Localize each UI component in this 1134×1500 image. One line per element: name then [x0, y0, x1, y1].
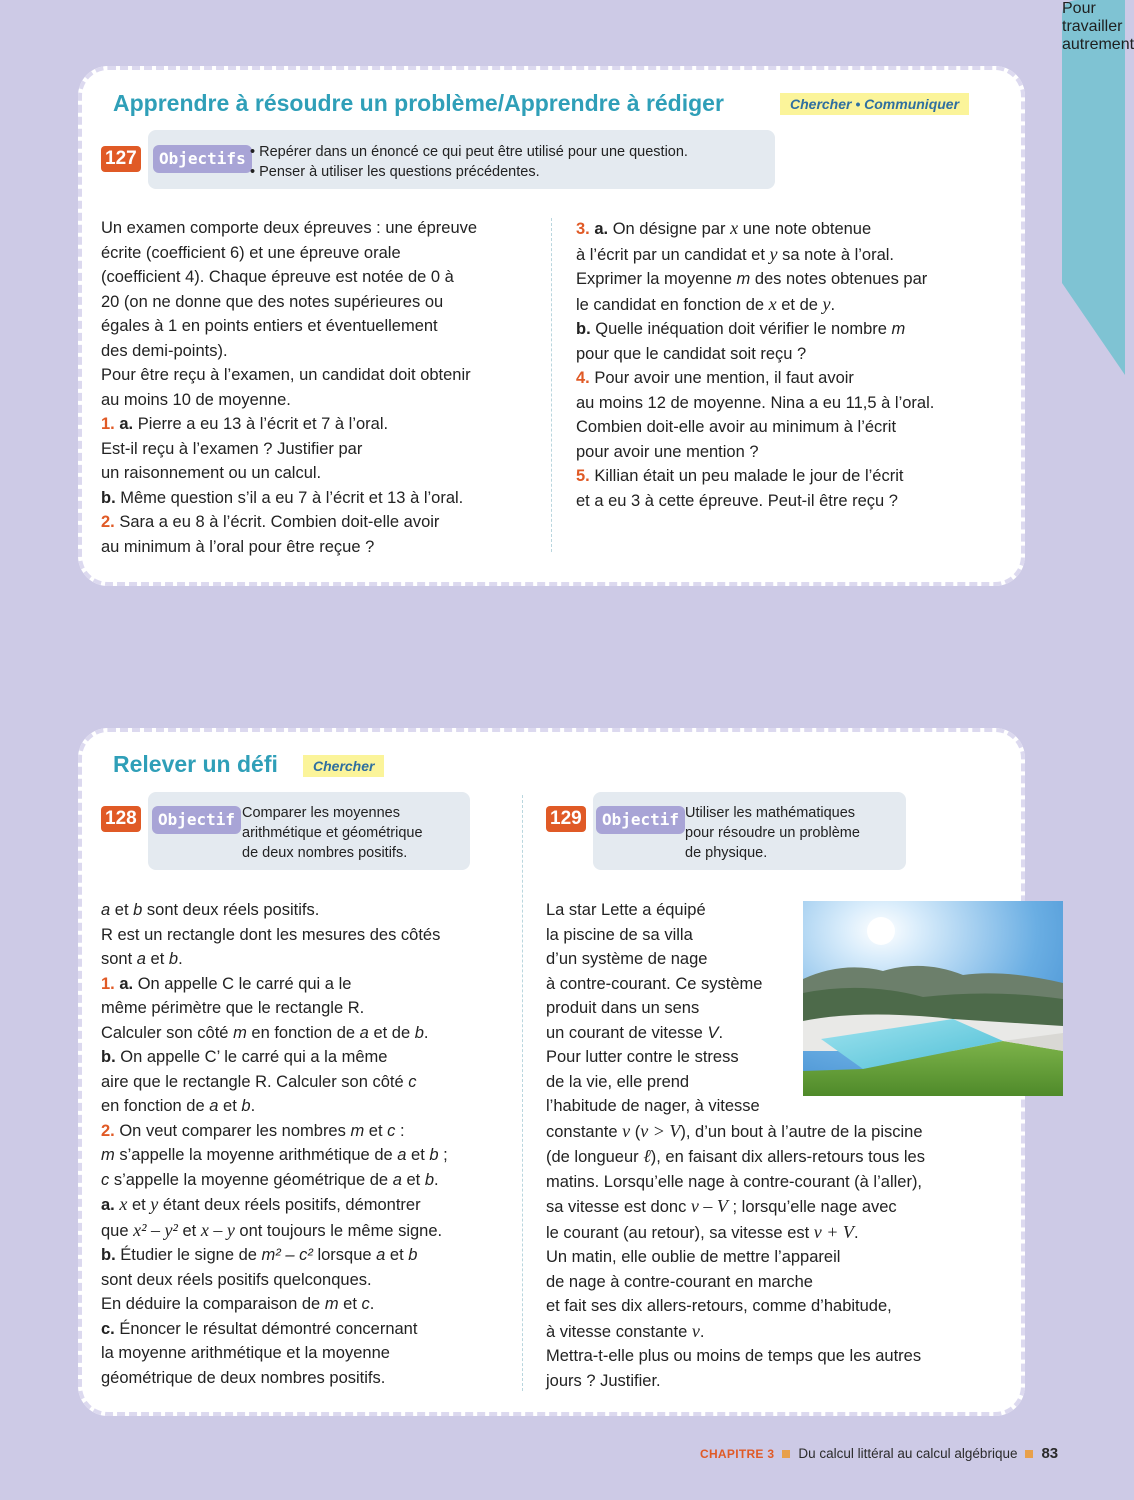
- text-span: Sara a eu 8 à l’écrit. Combien doit-elle avoir: [114, 513, 440, 531]
- question-4: [576, 366, 934, 391]
- question-number: 4.: [576, 369, 590, 387]
- text-line: [546, 1144, 925, 1170]
- objective-line: Utiliser les mathématiques: [685, 805, 856, 821]
- text-span: .: [830, 295, 836, 314]
- text-span: .: [699, 1322, 705, 1341]
- math-expr: m² – c²: [261, 1246, 313, 1264]
- question-number: 2.: [101, 513, 115, 531]
- text-line: Pour lutter contre le stress: [546, 1048, 739, 1066]
- footer-square-icon: [782, 1450, 790, 1458]
- text-line: Combien doit-elle avoir au minimum à l’écrit: [576, 418, 897, 436]
- objective-line: de deux nombres positifs.: [242, 845, 408, 861]
- text-span: Pour avoir une mention, il faut avoir: [589, 369, 854, 387]
- text-span: :: [395, 1121, 405, 1140]
- text-span: .: [178, 950, 183, 968]
- text-line: [101, 1021, 448, 1046]
- text-line: [101, 1070, 448, 1095]
- question-2b: [101, 1243, 448, 1268]
- text-span: aire que le rectangle R. Calculer son côté: [101, 1072, 409, 1091]
- objective-line: pour résoudre un problème: [685, 825, 860, 841]
- page-footer: [700, 1445, 1058, 1462]
- text-span: et: [145, 950, 169, 968]
- text-line: au moins 12 de moyenne. Nina a eu 11,5 à l’oral.: [576, 393, 935, 412]
- text-line: de nage à contre-courant en marche: [546, 1272, 813, 1291]
- math-var: m: [233, 1023, 247, 1042]
- text-span: le candidat en fonction de: [576, 295, 769, 314]
- text-line: jours ? Justifier.: [546, 1371, 661, 1390]
- footer-square-icon: [1025, 1450, 1033, 1458]
- math-expr: v > V: [640, 1120, 681, 1141]
- objective-text-128: [242, 803, 423, 863]
- text-line: La star Lette a équipé: [546, 901, 706, 919]
- text-span: s’appelle la moyenne arithmétique de: [114, 1146, 398, 1164]
- text-span: On désigne par: [608, 220, 731, 238]
- text-line: Un matin, elle oublie de mettre l’appareil: [546, 1248, 841, 1266]
- text-span: lorsque: [312, 1246, 377, 1264]
- text-line: à contre-courant. Ce système: [546, 974, 763, 993]
- text-span: constante: [546, 1122, 623, 1141]
- math-var: b: [424, 1170, 434, 1189]
- text-line: [576, 292, 934, 318]
- text-span: à l’écrit par un candidat et: [576, 245, 770, 264]
- text-span: Énoncer le résultat démontré concernant: [114, 1319, 418, 1338]
- text-span: et de: [368, 1023, 415, 1042]
- section2-title: Relever un défi: [113, 751, 278, 777]
- text-span: ; lorsqu’elle nage avec: [727, 1198, 897, 1216]
- text-line: Pour être reçu à l’examen, un candidat doit obtenir: [101, 366, 471, 384]
- text-span: .: [423, 1023, 429, 1042]
- text-line: des demi-points).: [101, 341, 228, 360]
- question-1b: [101, 486, 477, 511]
- text-span: en fonction de: [246, 1023, 360, 1042]
- exercise-128-body: [101, 898, 448, 1390]
- math-var: x: [768, 293, 777, 314]
- text-span: ;: [438, 1146, 448, 1164]
- text-span: sont: [101, 950, 137, 968]
- text-line: la moyenne arithmétique et la moyenne: [101, 1344, 390, 1362]
- text-line: un raisonnement ou un calcul.: [101, 464, 322, 482]
- text-span: que: [101, 1221, 134, 1240]
- text-span: .: [434, 1170, 439, 1189]
- question-2a: [101, 1192, 448, 1218]
- text-line: [101, 1168, 448, 1193]
- text-line: 20 (on ne donne que des notes supérieures ou: [101, 292, 444, 311]
- math-var: c: [101, 1170, 110, 1189]
- math-var: b: [429, 1146, 439, 1164]
- math-var: v: [691, 1320, 700, 1341]
- text-span: à vitesse constante: [546, 1322, 692, 1341]
- text-line: [101, 1094, 448, 1119]
- text-line: géométrique de deux nombres positifs.: [101, 1368, 386, 1387]
- math-var: a: [392, 1170, 402, 1189]
- text-span: .: [718, 1023, 724, 1042]
- text-span: et: [218, 1097, 242, 1115]
- math-var: x: [730, 218, 739, 238]
- objective-item: • Repérer dans un énoncé ce qui peut être utilisé pour une question.: [250, 144, 688, 160]
- question-5: [576, 464, 934, 489]
- objectives-text-127: [250, 142, 688, 182]
- footer-chapter-title: Du calcul littéral au calcul algébrique: [798, 1446, 1018, 1461]
- objective-item: • Penser à utiliser les questions précédentes.: [250, 164, 540, 180]
- text-span: en fonction de: [101, 1097, 210, 1115]
- question-1b: [101, 1045, 448, 1070]
- math-var: y: [822, 293, 831, 314]
- math-var: y: [150, 1194, 159, 1214]
- math-var: v: [622, 1120, 631, 1141]
- text-line: écrite (coefficient 6) et une épreuve orale: [101, 243, 401, 262]
- text-span: .: [369, 1295, 375, 1313]
- section2-tag: Chercher: [303, 755, 384, 777]
- text-span: une note obtenue: [738, 220, 872, 238]
- text-line: Mettra-t-elle plus ou moins de temps que les autres: [546, 1347, 922, 1365]
- text-line: [101, 1143, 448, 1168]
- text-line: Est-il reçu à l’examen ? Justifier par: [101, 439, 363, 458]
- subquestion-letter: b.: [101, 1048, 116, 1066]
- text-span: étant deux réels positifs, démontrer: [158, 1196, 421, 1214]
- text-span: et: [406, 1146, 430, 1164]
- exercise-127-right-column: [576, 216, 934, 513]
- text-line: et a eu 3 à cette épreuve. Peut-il être reçu ?: [576, 491, 898, 510]
- text-line: au minimum à l’oral pour être reçue ?: [101, 537, 375, 556]
- text-line: (coefficient 4). Chaque épreuve est notée de 0 à: [101, 268, 454, 286]
- text-line: l’habitude de nager, à vitesse: [546, 1097, 760, 1115]
- objective-label-129: Objectif: [596, 806, 685, 834]
- section1-title: Apprendre à résoudre un problème/Apprendre à rédiger: [113, 90, 724, 116]
- math-var: m: [324, 1295, 339, 1313]
- math-var: x: [119, 1194, 128, 1214]
- math-var: a: [136, 950, 146, 968]
- math-expr: v + V: [813, 1221, 854, 1242]
- exercise-127-left-column: [101, 216, 477, 559]
- text-span: ), d’un bout à l’autre de la piscine: [680, 1122, 923, 1141]
- text-span: ont toujours le même signe.: [234, 1221, 443, 1240]
- math-var: a: [376, 1246, 386, 1264]
- math-var: b: [408, 1246, 418, 1264]
- text-span: On appelle C’ le carré qui a la même: [115, 1048, 388, 1066]
- subquestion-letter: b.: [101, 1246, 116, 1264]
- text-span: .: [250, 1097, 256, 1115]
- question-number: 2.: [101, 1121, 115, 1140]
- subquestion-letter: a.: [101, 1196, 115, 1214]
- math-expr: v – V: [690, 1196, 728, 1216]
- text-line: [101, 1292, 448, 1317]
- text-line: égales à 1 en points entiers et éventuellement: [101, 317, 438, 335]
- math-var: ℓ: [643, 1146, 651, 1166]
- text-span: On veut comparer les nombres: [114, 1121, 351, 1140]
- text-span: et: [177, 1221, 201, 1240]
- text-line: même périmètre que le rectangle R.: [101, 999, 365, 1017]
- text-span: s’appelle la moyenne géométrique de: [109, 1170, 393, 1189]
- objective-line: Comparer les moyennes: [242, 805, 400, 821]
- text-span: Calculer son côté: [101, 1023, 234, 1042]
- text-span: et: [110, 901, 134, 919]
- text-span: Exprimer la moyenne: [576, 270, 737, 288]
- text-span: et de: [776, 295, 823, 314]
- text-line: matins. Lorsqu’elle nage à contre-courant (à l’aller),: [546, 1172, 923, 1191]
- text-span: et: [364, 1121, 388, 1140]
- text-span: On appelle C le carré qui a le: [133, 974, 352, 993]
- math-var: c: [408, 1072, 417, 1091]
- math-var: m: [350, 1121, 365, 1140]
- text-line: [101, 947, 448, 972]
- column-divider: [551, 218, 552, 552]
- math-var: c: [387, 1121, 396, 1140]
- math-var: b: [168, 950, 179, 968]
- text-span: Même question s’il a eu 7 à l’écrit et 13 à l’oral.: [115, 488, 464, 507]
- question-3a: [576, 216, 934, 242]
- text-span: et: [338, 1295, 362, 1313]
- text-span: sa note à l’oral.: [777, 245, 895, 264]
- footer-chapter: CHAPITRE 3: [700, 1446, 775, 1461]
- exercise-number-128: 128: [101, 806, 141, 832]
- text-line: [546, 1119, 925, 1145]
- question-number: 1.: [101, 415, 115, 433]
- side-tab-label: Pour travailler autrement: [1062, 0, 1134, 53]
- question-number: 3.: [576, 220, 590, 238]
- math-var: b: [241, 1097, 251, 1115]
- subquestion-letter: a.: [119, 974, 134, 993]
- text-span: des notes obtenues par: [750, 270, 928, 288]
- text-span: Killian était un peu malade le jour de l’écrit: [589, 467, 904, 485]
- subquestion-letter: b.: [101, 488, 116, 507]
- text-span: sa vitesse est donc: [546, 1198, 691, 1216]
- question-2c: [101, 1317, 448, 1342]
- text-span: En déduire la comparaison de: [101, 1295, 325, 1313]
- text-span: Quelle inéquation doit vérifier le nombre: [590, 320, 892, 338]
- text-span: ), en faisant dix allers-retours tous les: [650, 1148, 925, 1166]
- math-var: b: [133, 901, 143, 919]
- text-line: produit dans un sens: [546, 999, 700, 1017]
- page-number: 83: [1041, 1445, 1059, 1462]
- math-expr: x² – y²: [133, 1219, 178, 1240]
- question-1a: [101, 412, 477, 437]
- text-line: R est un rectangle dont les mesures des côtés: [101, 925, 441, 944]
- math-var: c: [361, 1295, 370, 1313]
- text-span: sont deux réels positifs.: [142, 901, 320, 919]
- text-span: et: [401, 1170, 425, 1189]
- question-1a: [101, 972, 448, 997]
- math-var: a: [397, 1146, 407, 1164]
- text-line: Un examen comporte deux épreuves : une épreuve: [101, 219, 478, 237]
- question-2: [101, 1119, 448, 1144]
- text-span: Étudier le signe de: [115, 1246, 262, 1264]
- text-line: au moins 10 de moyenne.: [101, 390, 291, 409]
- text-line: et fait ses dix allers-retours, comme d’habitude,: [546, 1297, 892, 1315]
- objectives-label-127: Objectifs: [153, 145, 252, 173]
- math-var: a: [101, 901, 111, 919]
- objective-label-128: Objectif: [152, 806, 241, 834]
- text-span: un courant de vitesse: [546, 1023, 708, 1042]
- math-var: a: [359, 1023, 369, 1042]
- text-line: [576, 242, 934, 268]
- math-expr: x – y: [200, 1219, 235, 1240]
- math-var: m: [891, 320, 906, 338]
- text-line: [101, 898, 448, 923]
- text-span: et: [127, 1196, 151, 1214]
- math-var: y: [769, 243, 778, 264]
- math-var: V: [707, 1023, 719, 1042]
- pool-photo: [803, 901, 1063, 1096]
- question-number: 5.: [576, 467, 590, 485]
- text-line: [576, 267, 934, 292]
- objective-line: de physique.: [685, 845, 768, 861]
- text-line: d’un système de nage: [546, 950, 708, 968]
- question-number: 1.: [101, 974, 115, 993]
- text-span: (de longueur: [546, 1148, 644, 1166]
- text-line: [546, 1194, 925, 1220]
- question-2: [101, 510, 477, 535]
- subquestion-letter: b.: [576, 320, 591, 338]
- exercise-number-127: 127: [101, 146, 141, 172]
- text-line: sont deux réels positifs quelconques.: [101, 1270, 372, 1289]
- text-span: (: [630, 1122, 641, 1141]
- question-3b: [576, 317, 934, 342]
- text-line: [546, 1220, 925, 1246]
- text-line: pour que le candidat soit reçu ?: [576, 344, 807, 363]
- text-line: de la vie, elle prend: [546, 1072, 690, 1091]
- objective-text-129: [685, 803, 860, 863]
- text-line: pour avoir une mention ?: [576, 442, 759, 461]
- math-var: a: [209, 1097, 219, 1115]
- column-divider: [522, 795, 523, 1391]
- math-var: m: [736, 270, 751, 288]
- text-line: [101, 1218, 448, 1244]
- objective-line: arithmétique et géométrique: [242, 825, 423, 841]
- text-span: et: [385, 1246, 409, 1264]
- subquestion-letter: a.: [119, 415, 134, 433]
- exercise-number-129: 129: [546, 806, 586, 832]
- subquestion-letter: a.: [594, 220, 609, 238]
- subquestion-letter: c.: [101, 1319, 115, 1338]
- text-line: la piscine de sa villa: [546, 925, 693, 944]
- section1-tag: Chercher • Communiquer: [780, 93, 969, 115]
- text-span: le courant (au retour), sa vitesse est: [546, 1223, 814, 1242]
- pool-photo-image: [803, 901, 1063, 1096]
- text-line: [546, 1319, 925, 1345]
- math-var: m: [101, 1146, 115, 1164]
- text-span: Pierre a eu 13 à l’écrit et 7 à l’oral.: [133, 415, 389, 433]
- text-span: .: [853, 1223, 859, 1242]
- math-var: b: [414, 1023, 424, 1042]
